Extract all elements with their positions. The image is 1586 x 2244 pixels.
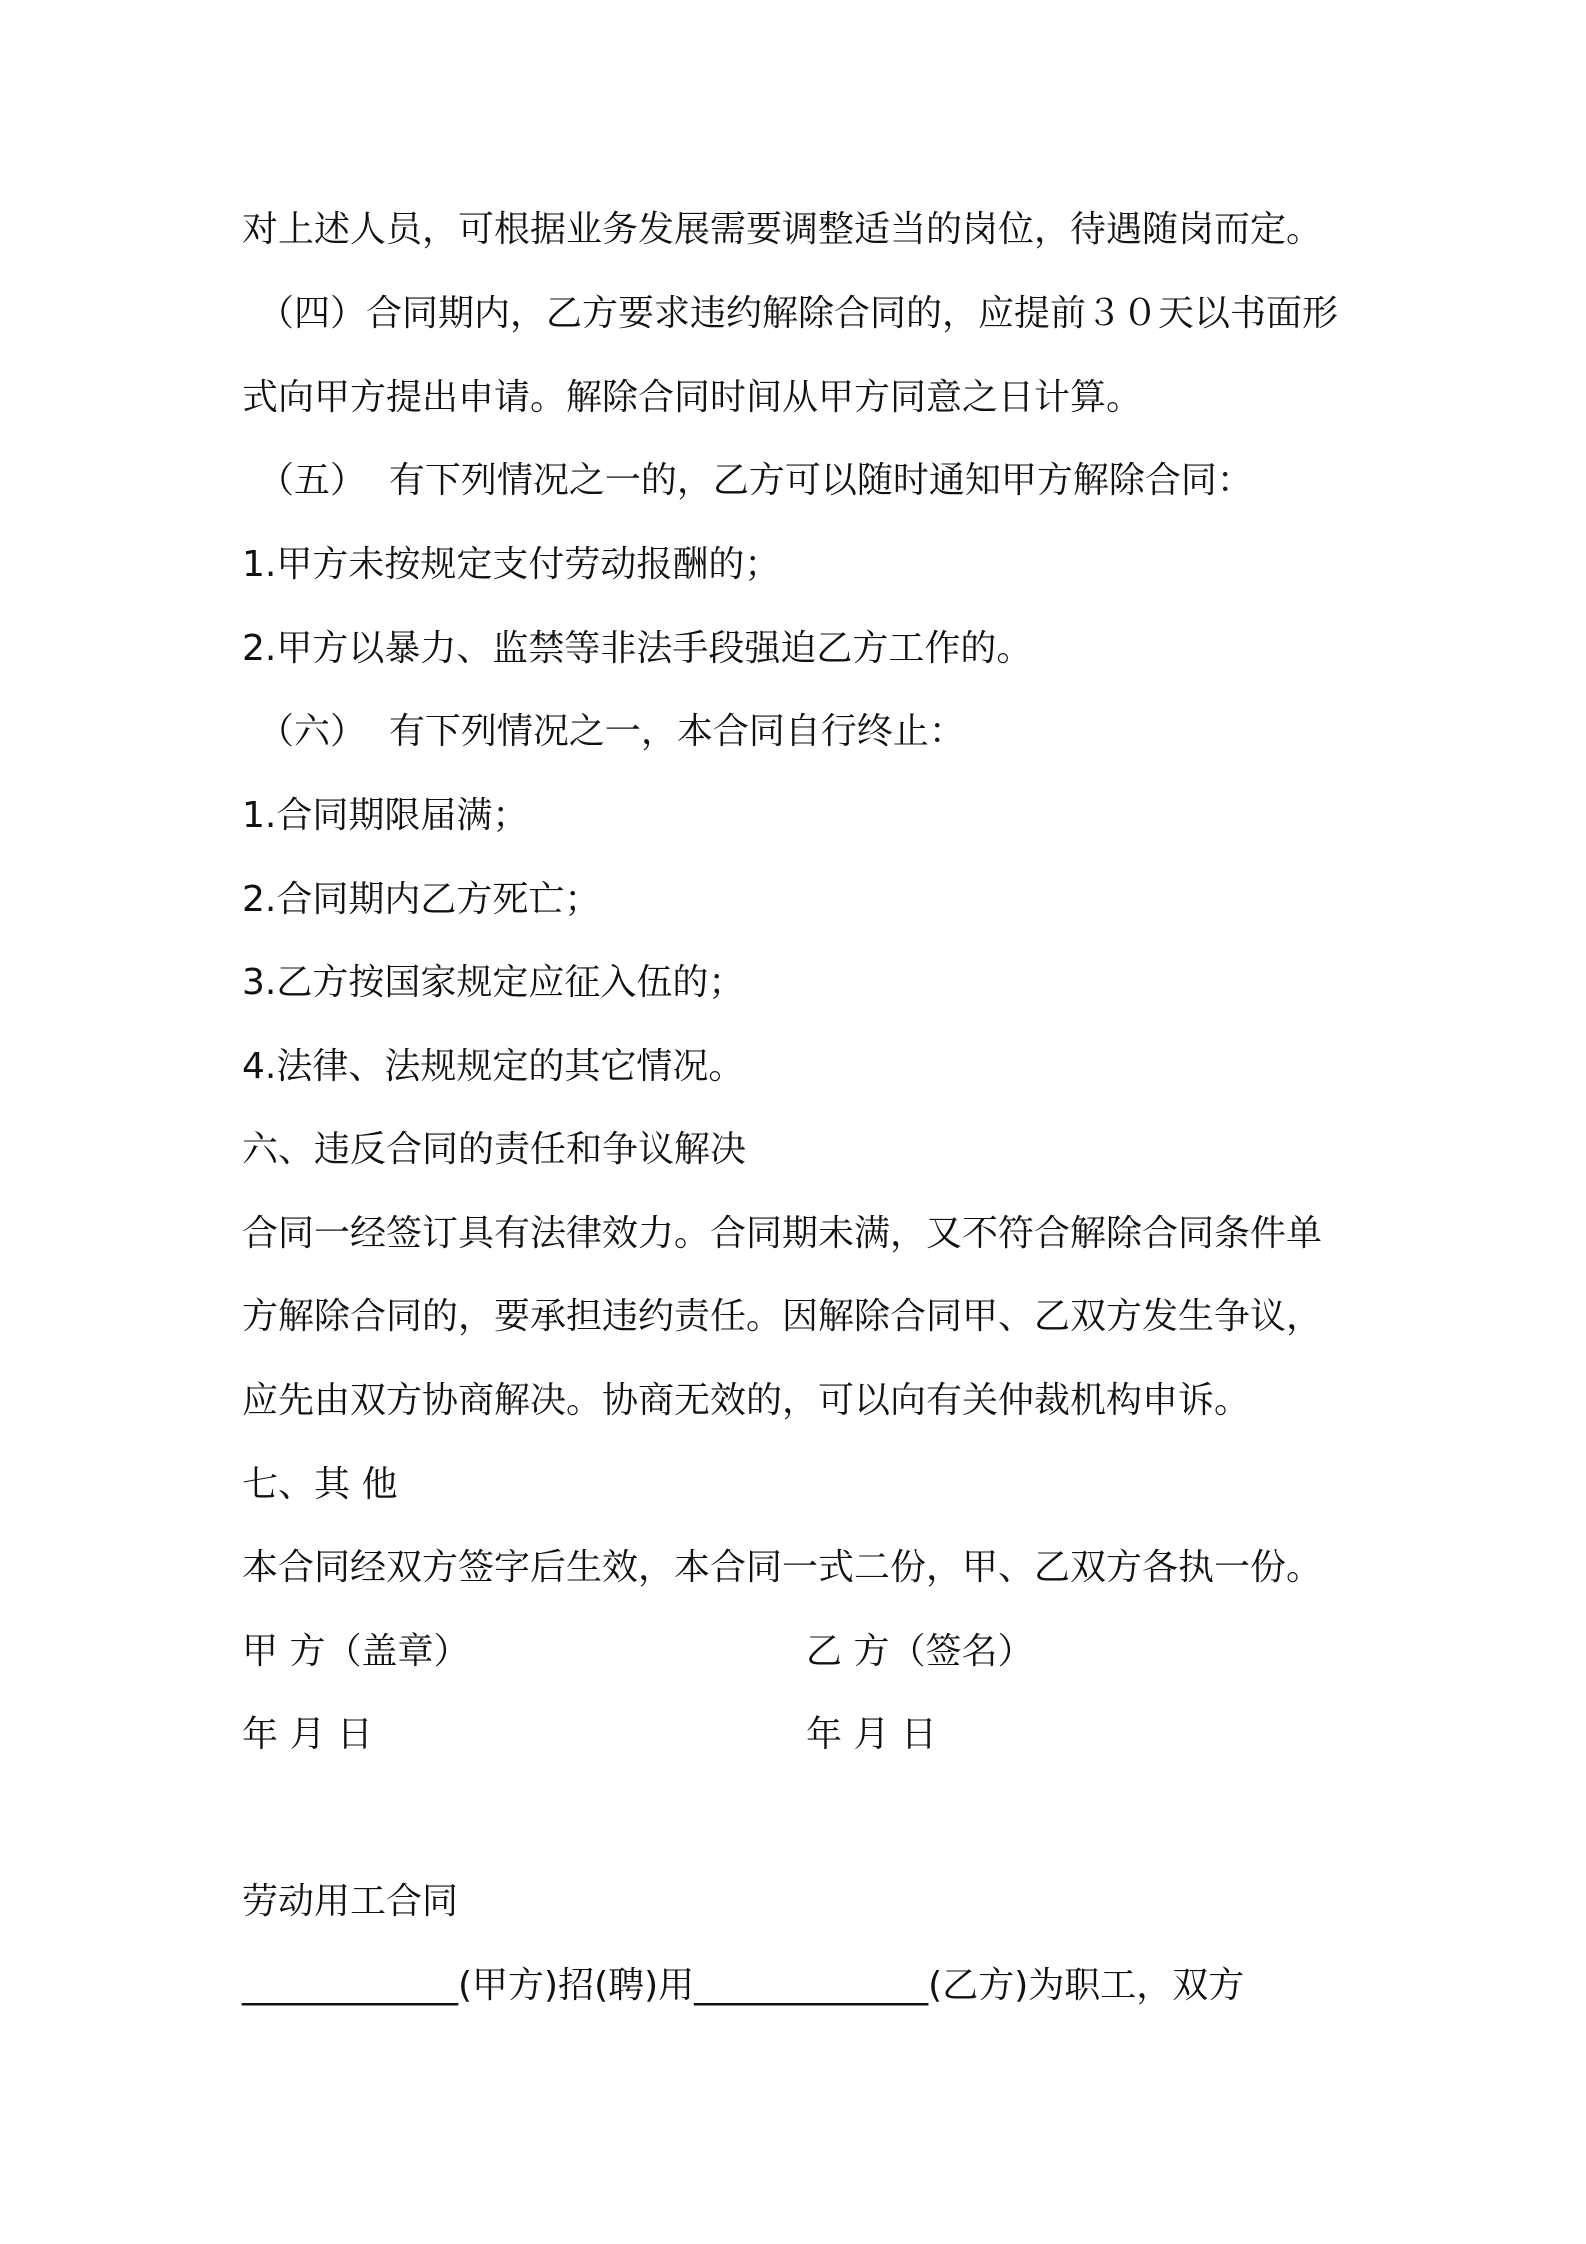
list-item: 3.乙方按国家规定应征入伍的；	[242, 962, 745, 1003]
list-item: 2.甲方以暴力、监禁等非法手段强迫乙方工作的。	[242, 628, 1033, 669]
next-document-title: 劳动用工合同	[242, 1881, 459, 1922]
clause-4-line-2: 式向甲方提出申请。解除合同时间从甲方同意之日计算。	[242, 377, 1143, 418]
list-item: 1.合同期限届满；	[242, 795, 529, 836]
list-item: 4.法律、法规规定的其它情况。	[242, 1046, 745, 1087]
clause-4-line-1: （四）合同期内，乙方要求违约解除合同的，应提前３０天以书面形	[258, 293, 1339, 334]
party-a-date-label: 年 月 日	[242, 1714, 373, 1755]
party-b-date-label: 年 月 日	[806, 1714, 937, 1755]
list-item: 1.甲方未按规定支付劳动报酬的；	[242, 544, 781, 585]
section-heading: 六、违反合同的责任和争议解决	[242, 1129, 747, 1170]
next-document-first-line: ____________(甲方)招(聘)用_____________(乙方)为职工，双方	[242, 1965, 1245, 2006]
paragraph-line: 方解除合同的，要承担违约责任。因解除合同甲、乙双方发生争议，	[242, 1296, 1323, 1337]
clause-6-heading: （六） 有下列情况之一，本合同自行终止：	[258, 711, 965, 752]
party-a-seal-label: 甲 方（盖章）	[242, 1631, 470, 1672]
section-heading: 七、其 他	[242, 1464, 398, 1505]
clause-5-heading: （五） 有下列情况之一的，乙方可以随时通知甲方解除合同：	[258, 460, 1253, 501]
paragraph-line: 本合同经双方签字后生效，本合同一式二份，甲、乙双方各执一份。	[242, 1547, 1323, 1588]
paragraph-line: 应先由双方协商解决。协商无效的，可以向有关仲裁机构申诉。	[242, 1380, 1251, 1421]
paragraph-line: 合同一经签订具有法律效力。合同期未满，又不符合解除合同条件单	[242, 1213, 1323, 1254]
party-b-signature-label: 乙 方（签名）	[806, 1631, 1034, 1672]
list-item: 2.合同期内乙方死亡；	[242, 879, 601, 920]
paragraph-line: 对上述人员，可根据业务发展需要调整适当的岗位，待遇随岗而定。	[242, 209, 1323, 250]
